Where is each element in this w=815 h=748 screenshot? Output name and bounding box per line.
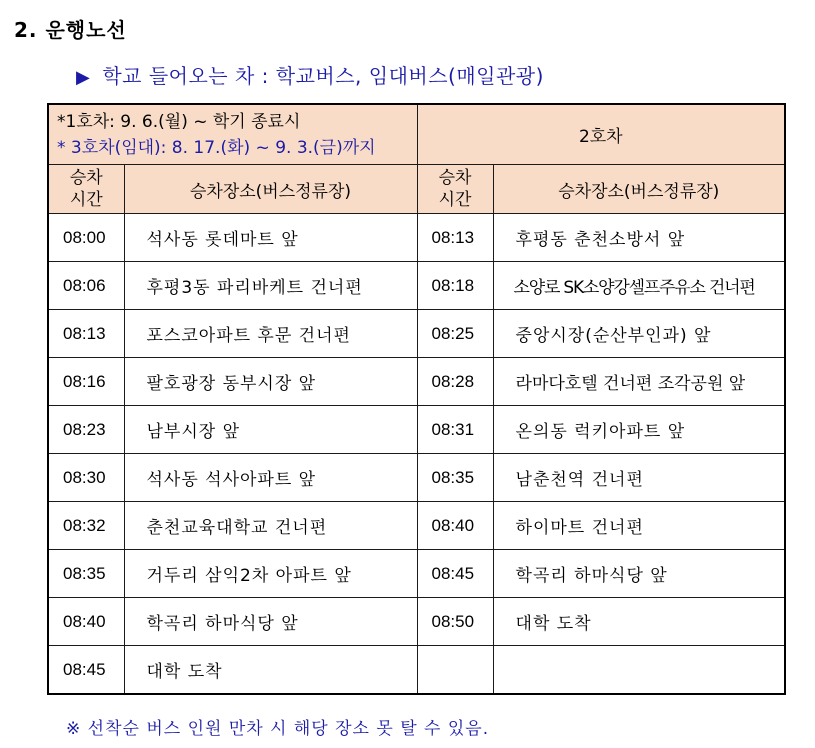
table-row — [48, 550, 785, 598]
column-header-row — [48, 165, 785, 214]
bus2-time: 08:25 — [417, 310, 493, 358]
bus1-stop: 포스코아파트 후문 건너편 — [124, 310, 417, 358]
subtitle-text: 학교 들어오는 차 : 학교버스, 임대버스(매일관광) — [102, 64, 544, 88]
bus2-time: 08:45 — [417, 550, 493, 598]
bus2-stop: 대학 도착 — [493, 598, 785, 646]
bus1-stop: 팔호광장 동부시장 앞 — [124, 358, 417, 406]
route-subtitle — [76, 60, 544, 89]
triangle-marker-icon: ▶ — [76, 67, 91, 88]
bus1-time: 08:45 — [48, 646, 124, 695]
bus1-time: 08:00 — [48, 214, 124, 262]
bus1-time: 08:30 — [48, 454, 124, 502]
bus2-stop: 소양로 SK소양강셀프주유소 건너편 — [493, 262, 785, 310]
table-row — [48, 406, 785, 454]
bus2-stop: 중앙시장(순산부인과) 앞 — [493, 310, 785, 358]
table-row — [48, 262, 785, 310]
column-header-time-line1: 승차 — [438, 168, 472, 188]
bus2-time: 08:13 — [417, 214, 493, 262]
bus1-stop: 석사동 롯데마트 앞 — [124, 214, 417, 262]
column-header-time-line2: 시간 — [69, 190, 103, 210]
column-header-time-line2: 시간 — [438, 190, 472, 210]
table-row — [48, 646, 785, 695]
table-row — [48, 214, 785, 262]
bus1-time: 08:40 — [48, 598, 124, 646]
bus2-time: 08:40 — [417, 502, 493, 550]
bus1-stop: 남부시장 앞 — [124, 406, 417, 454]
bus2-time — [417, 646, 493, 695]
bus3-schedule-line: * 3호차(임대): 8. 17.(화) ~ 9. 3.(금)까지 — [57, 137, 376, 158]
column-header-place: 승차장소(버스정류장) — [493, 165, 785, 214]
column-header-time-line1: 승차 — [69, 168, 103, 188]
bus1-time: 08:23 — [48, 406, 124, 454]
bus2-stop: 학곡리 하마식당 앞 — [493, 550, 785, 598]
bus1-time: 08:35 — [48, 550, 124, 598]
bus1-time: 08:32 — [48, 502, 124, 550]
bus2-stop: 후평동 춘천소방서 앞 — [493, 214, 785, 262]
column-header-place: 승차장소(버스정류장) — [124, 165, 417, 214]
bus1-schedule-line: *1호차: 9. 6.(월) ~ 학기 종료시 — [57, 111, 301, 132]
column-header-time — [48, 165, 124, 214]
table-row — [48, 454, 785, 502]
bus2-stop: 온의동 럭키아파트 앞 — [493, 406, 785, 454]
bus2-time: 08:18 — [417, 262, 493, 310]
table-row — [48, 358, 785, 406]
bus1-time: 08:06 — [48, 262, 124, 310]
bus1-header — [48, 104, 417, 165]
bus2-time: 08:50 — [417, 598, 493, 646]
bus2-stop: 라마다호텔 건너편 조각공원 앞 — [493, 358, 785, 406]
column-header-time — [417, 165, 493, 214]
bus2-time: 08:28 — [417, 358, 493, 406]
table-row — [48, 310, 785, 358]
bus1-stop: 대학 도착 — [124, 646, 417, 695]
bus1-stop: 학곡리 하마식당 앞 — [124, 598, 417, 646]
table-row — [48, 502, 785, 550]
bus1-stop: 춘천교육대학교 건너편 — [124, 502, 417, 550]
bus1-stop: 후평3동 파리바케트 건너편 — [124, 262, 417, 310]
bus-route-table — [47, 103, 786, 695]
section-title: 2. 운행노선 — [14, 18, 127, 42]
bus2-stop: 남춘천역 건너편 — [493, 454, 785, 502]
bus2-header: 2호차 — [417, 104, 785, 165]
bus2-stop — [493, 646, 785, 695]
table-row — [48, 598, 785, 646]
bus2-time: 08:31 — [417, 406, 493, 454]
bus1-time: 08:16 — [48, 358, 124, 406]
bus2-stop: 하이마트 건너편 — [493, 502, 785, 550]
bus1-stop: 석사동 석사아파트 앞 — [124, 454, 417, 502]
bus-header-row — [48, 104, 785, 165]
bus1-time: 08:13 — [48, 310, 124, 358]
bus2-time: 08:35 — [417, 454, 493, 502]
footnote: ※ 선착순 버스 인원 만차 시 해당 장소 못 탈 수 있음. — [66, 719, 490, 739]
bus1-stop: 거두리 삼익2차 아파트 앞 — [124, 550, 417, 598]
